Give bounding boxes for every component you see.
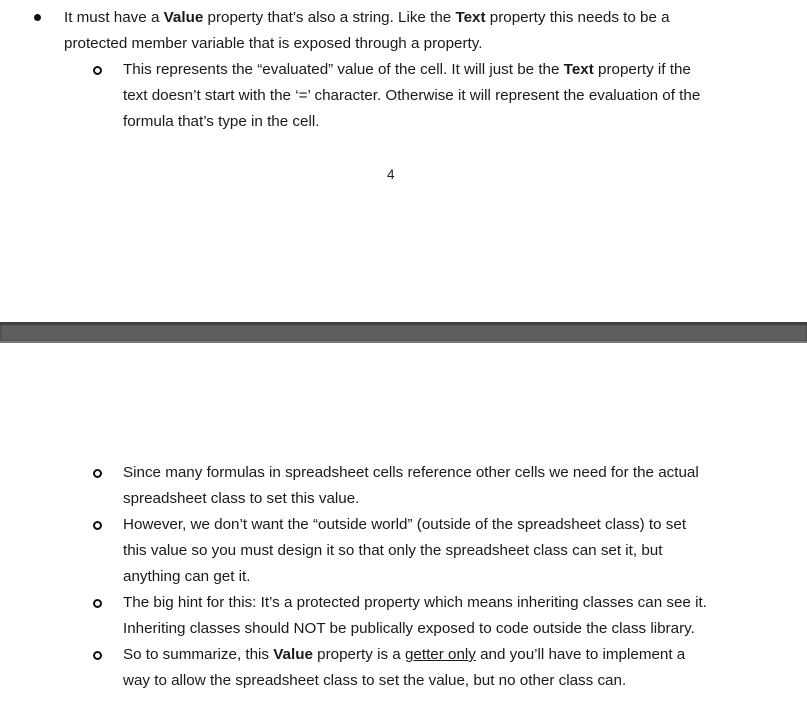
text-line: So to summarize, this Value property is a getter only and you’ll have to implement a [123,646,686,663]
text-line: This represents the “evaluated” value of the cell. It will just be the Text property if the [123,61,691,78]
document-page-top [0,0,807,322]
hollow-bullet-icon [93,599,102,608]
text-line: Since many formulas in spreadsheet cells reference other cells we need for the actual [123,464,699,481]
text-line: anything can get it. [123,568,251,585]
subbullet-outside-world [123,512,686,590]
text-line: However, we don’t want the “outside world” (outside of the spreadsheet class) to set [123,516,687,533]
text-line: protected member variable that is exposed through a property. [64,35,483,52]
text-line: formula that’s type in the cell. [123,113,320,130]
hollow-bullet-icon [93,651,102,660]
subbullet-big-hint [123,590,707,642]
hollow-bullet-icon [93,469,102,478]
getter-only-underline: getter only [404,646,476,663]
document-page-bottom [0,343,807,708]
text-line: text doesn’t start with the ‘=’ character. Otherwise it will represent the evaluation of the [123,87,701,104]
hollow-bullet-icon [93,521,102,530]
subbullet-evaluated-value [123,57,700,135]
text-line: spreadsheet class to set this value. [123,490,360,507]
bullet-icon [34,14,41,21]
subbullet-summary [123,642,685,694]
hollow-bullet-icon [93,66,102,75]
text-line: Inheriting classes should NOT be publically exposed to code outside the class library. [123,620,695,637]
subbullet-formulas-reference [123,460,699,512]
text-line: this value so you must design it so that only the spreadsheet class can set it, but [123,542,663,559]
text-line: It must have a Value property that’s also a string. Like the Text property this needs to be a [64,9,670,26]
page-separator [0,322,807,343]
page-number: 4 [387,167,395,182]
bullet-value-property [64,5,670,57]
text-line: The big hint for this: It’s a protected property which means inheriting classes can see it. [123,594,707,611]
text-line: way to allow the spreadsheet class to set the value, but no other class can. [123,672,627,689]
